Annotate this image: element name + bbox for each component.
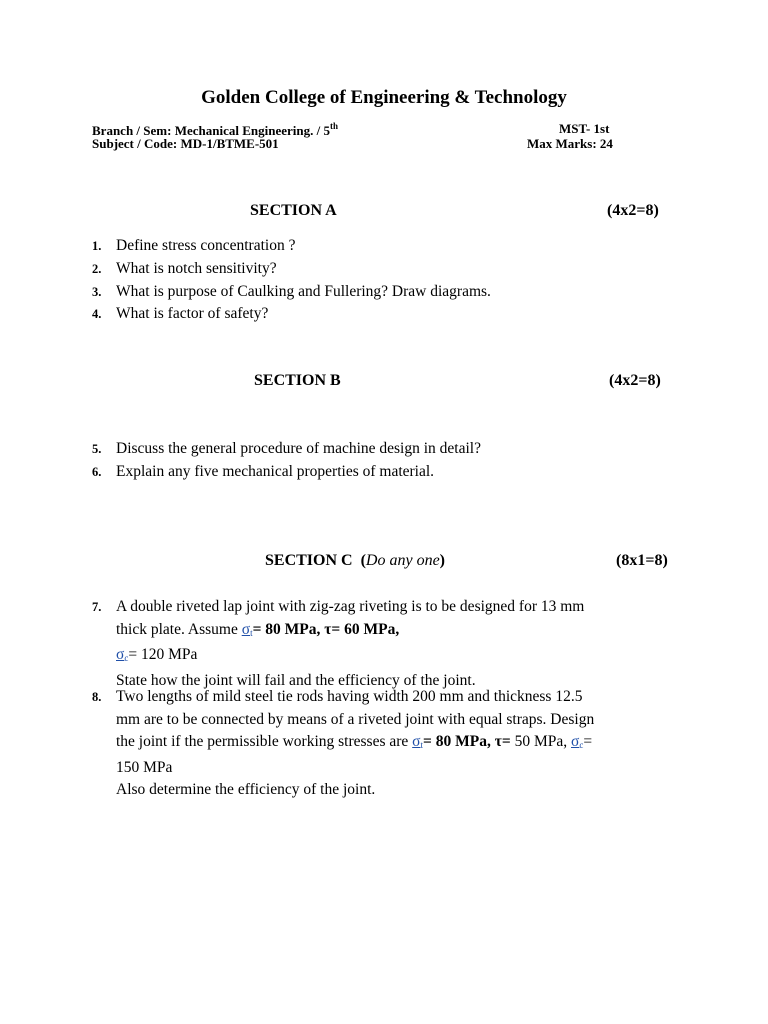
sigma-t-symbol <box>242 621 253 638</box>
question-number: 4. <box>92 307 102 321</box>
question-text: What is purpose of Caulking and Fullering? Draw diagrams. <box>116 283 491 300</box>
section-a-title: SECTION A <box>250 202 337 219</box>
sigma-c-char: σ <box>116 646 125 663</box>
section-b-title: SECTION B <box>254 372 341 389</box>
q8-line-4: 150 MPa <box>116 758 173 776</box>
college-title: Golden College of Engineering & Technology <box>201 87 567 108</box>
question-number: 2. <box>92 262 102 276</box>
q8-line-5: Also determine the efficiency of the joint. <box>116 781 376 798</box>
q8-equals: = <box>583 733 593 750</box>
q7-stress-values: = 80 MPa, τ= 60 MPa, <box>252 620 400 638</box>
subject-code: Subject / Code: MD-1/BTME-501 <box>92 136 279 151</box>
question-number: 8. <box>92 690 102 704</box>
sigma-c-symbol <box>116 646 128 663</box>
question-number: 7. <box>92 600 102 614</box>
q7-line-2-text: thick plate. Assume <box>116 620 242 638</box>
question-text: Define stress concentration ? <box>116 237 296 254</box>
question-text: Explain any five mechanical properties of material. <box>116 463 435 480</box>
q7-line-4: State how the joint will fail and the efficiency of the joint. <box>116 671 476 689</box>
section-c-marks: (8x1=8) <box>616 552 668 569</box>
sigma-t-sub: t <box>420 740 424 750</box>
q7-line-3 <box>116 644 584 670</box>
sigma-t-char: σ <box>241 620 251 638</box>
sigma-c-char: σ <box>571 733 580 750</box>
sigma-t-symbol <box>412 733 423 750</box>
question-text: What is factor of safety? <box>116 305 269 322</box>
q8-line-3-text: the joint if the permissible working stresses are <box>116 733 413 750</box>
question-number: 6. <box>92 465 102 479</box>
q7-line-2 <box>116 619 584 645</box>
question-text: What is notch sensitivity? <box>116 260 277 277</box>
question-number: 5. <box>92 442 102 456</box>
q8-stress-values: 50 MPa, <box>514 733 572 750</box>
sigma-t-sub: t <box>250 627 253 638</box>
question-number: 3. <box>92 285 102 299</box>
q8-line-2: mm are to be connected by means of a riveted joint with equal straps. Design <box>116 710 595 728</box>
sigma-c-sub: c <box>124 653 129 663</box>
sigma-c-symbol <box>571 733 583 750</box>
q8-line-3 <box>116 731 594 757</box>
q8-stress-values-bold: = 80 MPa, τ= <box>423 733 515 750</box>
section-c-title <box>265 552 445 570</box>
q8-line-1: Two lengths of mild steel tie rods having width 200 mm and thickness 12.5 <box>116 688 583 705</box>
q7-line-1: A double riveted lap joint with zig-zag riveting is to be designed for 13 mm <box>116 598 585 615</box>
section-c-paren-close: ) <box>439 552 445 569</box>
section-c-paren-open: ( <box>360 552 366 569</box>
mst-label: MST- 1st <box>559 121 610 136</box>
section-c-note: Do any one <box>365 552 440 569</box>
sigma-t-char: σ <box>412 733 421 750</box>
sigma-c-sub: c <box>579 740 584 750</box>
section-b-marks: (4x2=8) <box>609 372 661 389</box>
section-a-marks: (4x2=8) <box>607 202 659 219</box>
q7-line-3-text: = 120 MPa <box>128 646 198 663</box>
section-c-title-text: SECTION C <box>265 552 353 569</box>
max-marks: Max Marks: 24 <box>527 136 613 151</box>
branch-sem-sup: th <box>329 121 338 131</box>
question-text: Discuss the general procedure of machine design in detail? <box>116 440 481 457</box>
question-number: 1. <box>92 239 102 253</box>
branch-sem-text: Branch / Sem: Mechanical Engineering. / 5 <box>92 123 330 138</box>
